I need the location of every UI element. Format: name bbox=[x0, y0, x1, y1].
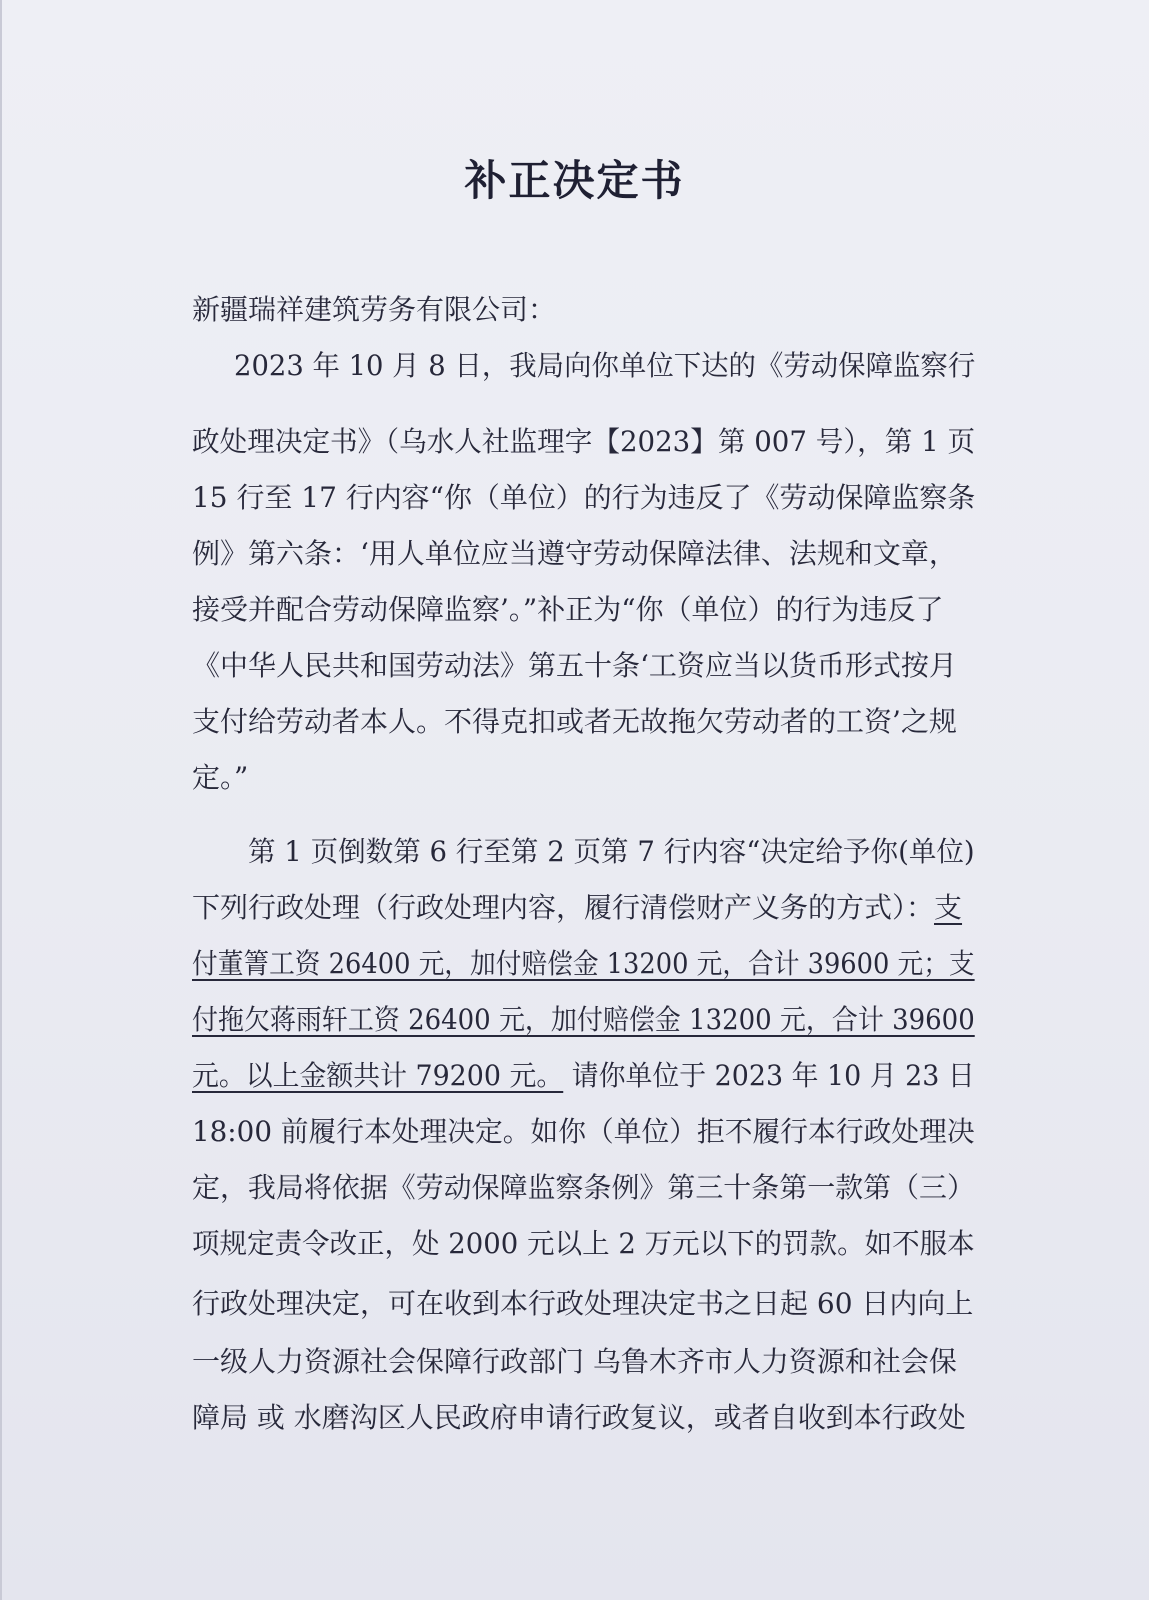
underlined-decision-text: 支 bbox=[934, 891, 963, 924]
paragraph-2-line bbox=[192, 1056, 975, 1096]
paragraph-1-line: 定。” bbox=[192, 761, 249, 794]
paragraph-2-line: 第 1 页倒数第 6 行至第 2 页第 7 行内容“决定给予你(单位) bbox=[248, 835, 975, 868]
paragraph-1-line: 政处理决定书》（乌水人社监理字【2023】第 007 号），第 1 页 bbox=[192, 425, 976, 458]
paragraph-2-line: 18:00 前履行本处理决定。如你（单位）拒不履行本行政处理决 bbox=[192, 1115, 975, 1148]
addressee: 新疆瑞祥建筑劳务有限公司： bbox=[192, 293, 557, 326]
page-edge-shadow bbox=[0, 0, 2, 1600]
paragraph-1-line: 2023 年 10 月 8 日，我局向你单位下达的《劳动保障监察行 bbox=[234, 349, 976, 382]
paragraph-2-line: 定，我局将依据《劳动保障监察条例》第三十条第一款第（三） bbox=[192, 1171, 975, 1204]
underlined-decision-text: 元。以上金额共计 79200 元。 bbox=[192, 1059, 564, 1092]
paragraph-2-line: 一级人力资源社会保障行政部门 乌鲁木齐市人力资源和社会保 bbox=[192, 1345, 957, 1378]
paragraph-1-line: 支付给劳动者本人。不得克扣或者无故拖欠劳动者的工资’之规 bbox=[192, 705, 957, 738]
document-title: 补正决定书 bbox=[464, 156, 685, 205]
underlined-decision-text: 付董箐工资 26400 元，加付赔偿金 13200 元，合计 39600 元；支 bbox=[192, 947, 975, 980]
paragraph-2-line bbox=[192, 888, 962, 928]
paragraph-1-line: 15 行至 17 行内容“你（单位）的行为违反了《劳动保障监察条 bbox=[192, 481, 976, 514]
paragraph-1-line: 接受并配合劳动保障监察’。”补正为“你（单位）的行为违反了 bbox=[192, 593, 944, 626]
paragraph-1-line: 例》第六条：‘用人单位应当遵守劳动保障法律、法规和文章， bbox=[192, 537, 957, 570]
underlined-decision-text: 付拖欠蒋雨轩工资 26400 元，加付赔偿金 13200 元，合计 39600 bbox=[192, 1003, 975, 1036]
paragraph-2-text: 下列行政处理（行政处理内容，履行清偿财产义务的方式）： bbox=[192, 891, 935, 924]
paragraph-2-line: 行政处理决定，可在收到本行政处理决定书之日起 60 日内向上 bbox=[192, 1287, 974, 1320]
paragraph-2-line: 项规定责令改正，处 2000 元以上 2 万元以下的罚款。如不服本 bbox=[192, 1227, 975, 1260]
paragraph-1-line: 《中华人民共和国劳动法》第五十条‘工资应当以货币形式按月 bbox=[192, 649, 957, 682]
paragraph-2-line: 障局 或 水磨沟区人民政府申请行政复议，或者自收到本行政处 bbox=[192, 1401, 966, 1434]
paragraph-2-text: 请你单位于 2023 年 10 月 23 日 bbox=[563, 1059, 975, 1092]
